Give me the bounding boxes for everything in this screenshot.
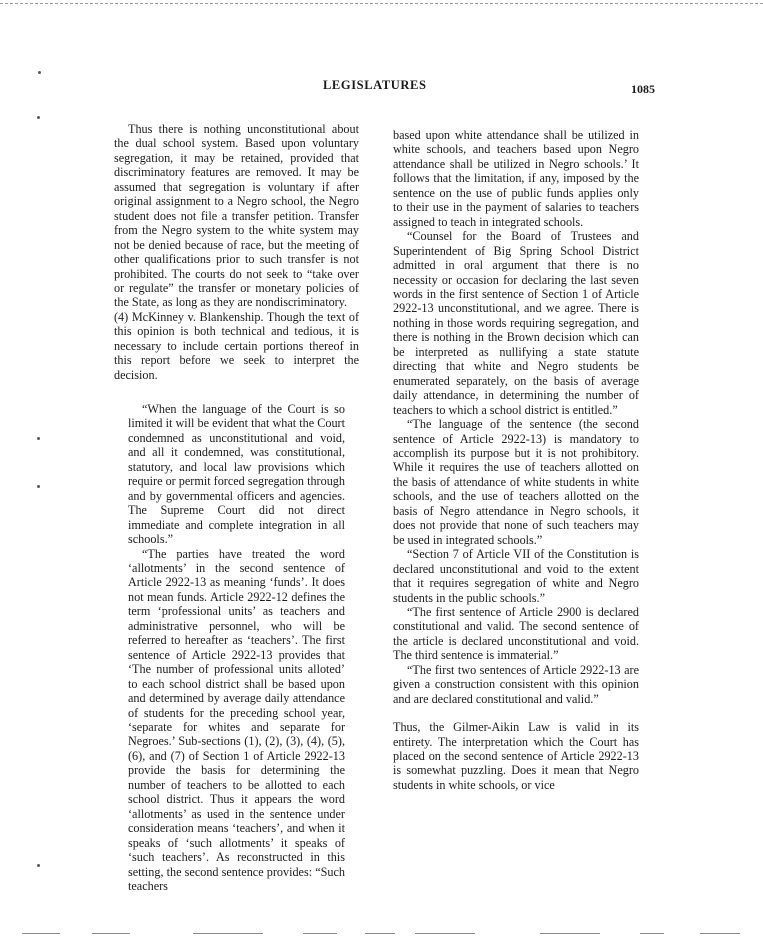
left-column-text (114, 122, 359, 382)
bottom-scan-line (92, 933, 130, 934)
scan-speck (37, 485, 40, 488)
quote-teachers-utilized: based upon white attendance shall be utilized in white schools, and teachers based upon Negro attendance shall be utilized in Negro schools.’ It follows that the limitation, if any, imposed by the sentence on the use of public funds applies only to their use in the payment of salaries to teachers assigned to teach in integrated schools. (393, 128, 639, 229)
quote-counsel-big-spring: “Counsel for the Board of Trustees and Superintendent of Big Spring School District admitted in oral argument that there is no necessity or occasion for declaring the last seven words in the first sentence of Section 1 of Article 2922-13 unconstitutional, and we agree. There is nothing in those words requiring segregation, and there is nothing in the Brown decision which can be interpreted as nullifying a state statute directing that white and Negro students be enumerated separately, on the basis of average daily attendance, in determining the number of teachers to which a school district is entitled.” (393, 229, 639, 417)
paragraph-dual-school: Thus there is nothing unconstitutional about the dual school system. Based upon voluntary segregation, it may be retained, provided that discriminatory features are removed. It may be assumed that segregation is voluntary if after original assignment to a Negro school, the Negro student does not file a transfer petition. Transfer from the Negro system to the white system may not be denied because of race, but the meeting of other qualifications prior to such transfer is not prohibited. The courts do not seek to “take over or regulate” the transfer or monetary policies of the State, as long as they are nondiscriminatory. (114, 122, 359, 310)
top-dashed-border (0, 3, 763, 4)
quote-article-2922-13: “The first two sentences of Article 2922-13 are given a construction consistent with this opinion and are declared constitutional and valid.” (393, 662, 639, 706)
paragraph-mckinney: (4) McKinney v. Blankenship. Though the text of this opinion is both technical and tedious, it is necessary to include certain portions thereof in this report before we seek to interpret the decision. (114, 309, 359, 382)
left-column-quotes (128, 402, 345, 893)
scan-speck (37, 437, 40, 440)
bottom-scan-line (22, 933, 60, 934)
paragraph-gilmer-aikin: Thus, the Gilmer-Aikin Law is valid in its entirety. The interpretation which the Court has placed on the second sentence of Article 2922-13 is somewhat puzzling. Does it mean that Negro students in white schools, or vice (393, 720, 639, 792)
page-header (0, 78, 763, 98)
bottom-scan-line (640, 933, 664, 934)
right-column-quotes (393, 128, 639, 792)
running-head: LEGISLATURES (323, 78, 427, 92)
quote-section-7: “Section 7 of Article VII of the Constitution is declared unconstitutional and void to the extent that it requires segregation of white and Negro students in the public schools.” (393, 547, 639, 605)
quote-language-of-sentence: “The language of the sentence (the second sentence of Article 2922-13) is mandatory to accomplish its purpose but it is not prohibitory. While it requires the use of teachers allotted on the basis of attendance of white students in white schools, and the use of teachers allotted on the basis of Negro attendance in Negro schools, it does not provide that none of such teachers may be used in integrated schools.” (393, 417, 639, 547)
bottom-scan-line (415, 933, 475, 934)
quote-allotments: “The parties have treated the word ‘allotments’ in the second sentence of Article 2922-13 as meaning ‘funds’. It does not mean funds. Article 2922-12 defines the term ‘professional units’ as teachers and administrative personnel, who will be referred to hereafter as ‘teachers’. The first sentence of Article 2922-13 provides that ‘The number of professional units alloted’ to each school district shall be based upon and determined by average daily attendance of students for the preceding school year, ‘separate for whites and separate for Negroes.’ Sub-sections (1), (2), (3), (4), (5), (6), and (7) of Section 1 of Article 2922-13 provide the basis for determining the number of teachers to be allotted to each school district. Thus it appears the word ‘allotments’ as used in the sentence under consideration means ‘teachers’, and when it speaks of ‘such allotments’ it speaks of ‘such teachers’. As reconstructed in this setting, the second sentence provides: “Such teachers (128, 546, 345, 893)
page-number: 1085 (631, 82, 655, 96)
quote-language-of-court: “When the language of the Court is so limited it will be evident that what the Court condemned as unconstitutional and void, and all it condemned, was constitutional, statutory, and local law provisions which require or permit forced segregation through and by governmental officers and agencies. The Supreme Court did not direct immediate and complete integration in all schools.” (128, 402, 345, 547)
bottom-scan-line (303, 933, 337, 934)
scan-speck (37, 864, 40, 867)
bottom-scan-line (193, 933, 263, 934)
scan-speck (38, 71, 41, 74)
bottom-scan-line (700, 933, 740, 934)
scan-speck (37, 116, 40, 119)
bottom-scan-line (365, 933, 395, 934)
quote-article-2900: “The first sentence of Article 2900 is declared constitutional and valid. The second sentence of the article is declared unconstitutional and void. The third sentence is immaterial.” (393, 604, 639, 663)
bottom-scan-line (540, 933, 600, 934)
